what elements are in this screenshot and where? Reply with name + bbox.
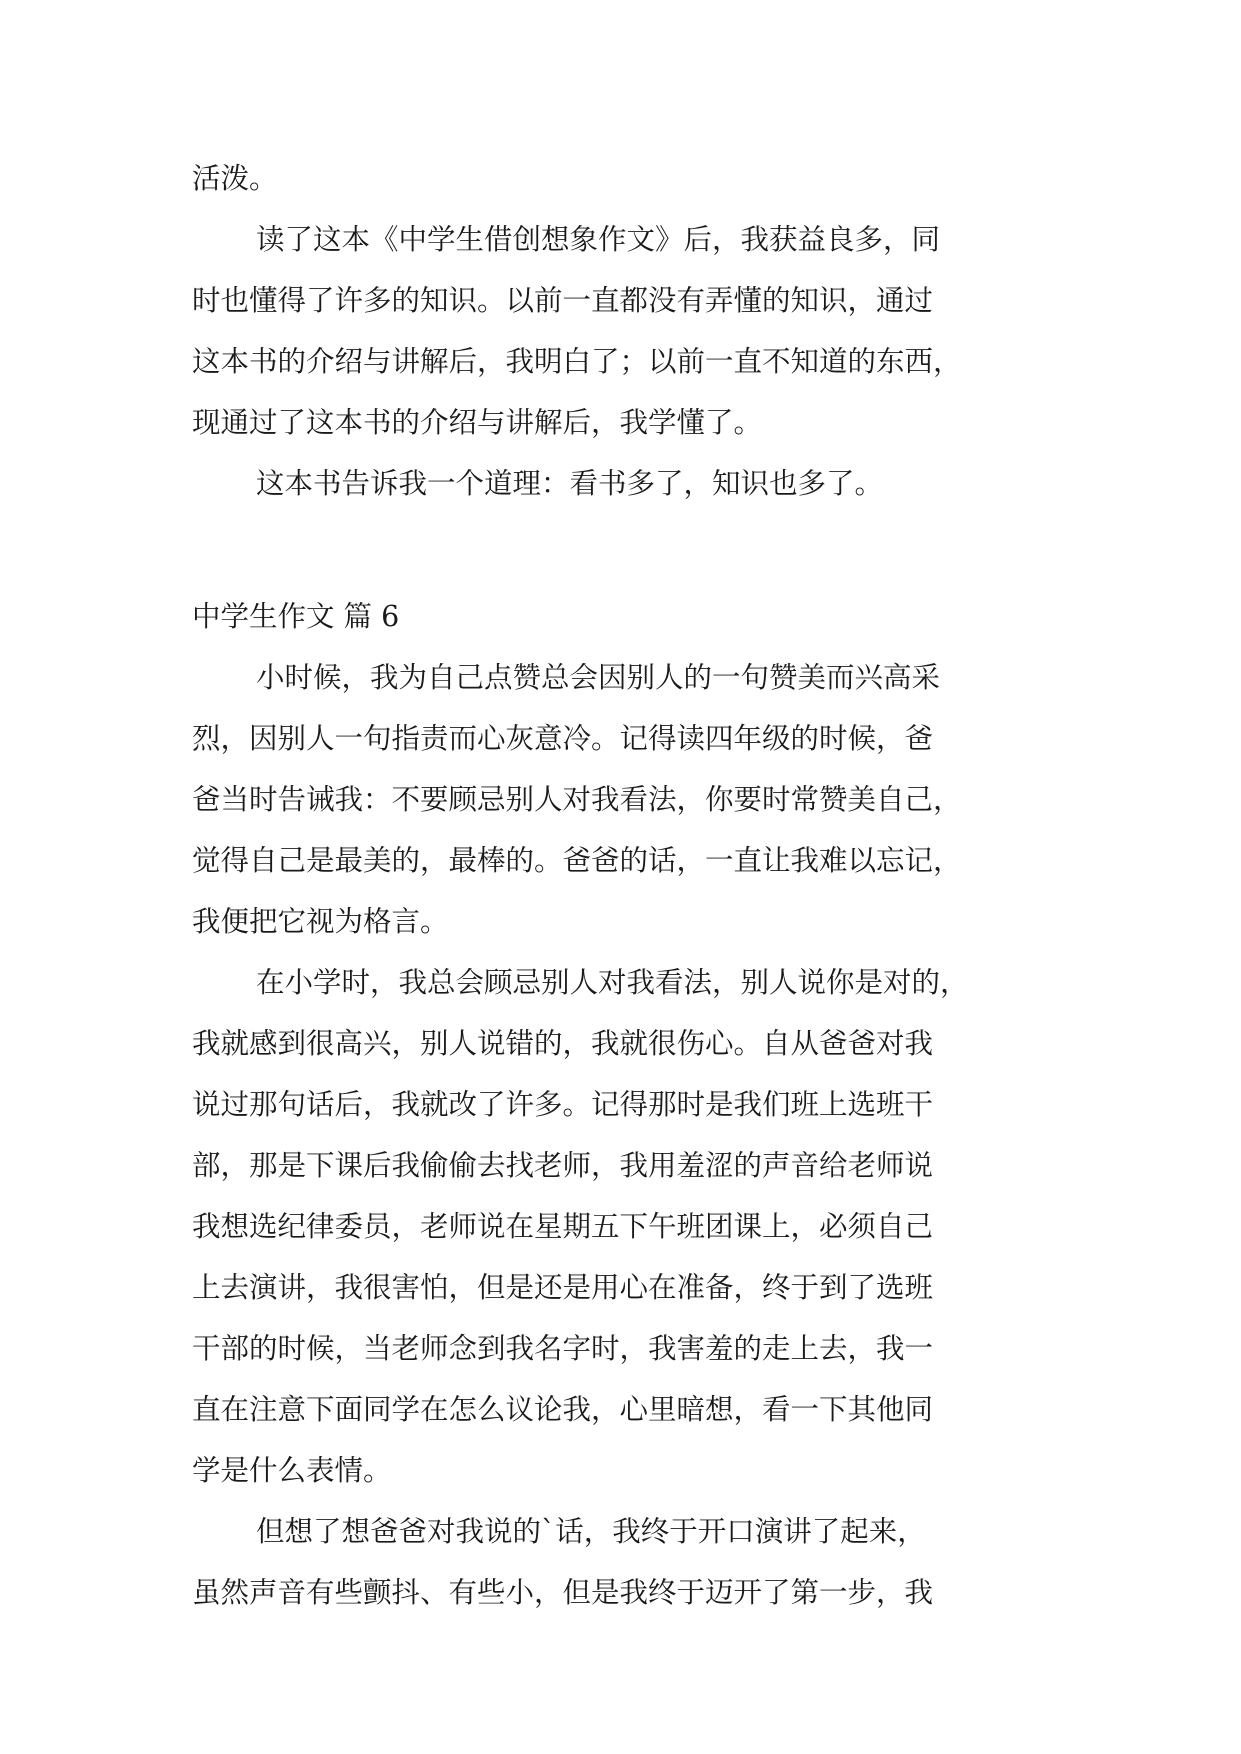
text-line: 觉得自己是最美的，最棒的。爸爸的话，一直让我难以忘记， — [192, 844, 962, 877]
section-gap — [192, 514, 1050, 586]
text-line: 说过那句话后，我就改了许多。记得那时是我们班上选班干 — [192, 1088, 934, 1121]
text-line: 但想了想爸爸对我说的`话，我终于开口演讲了起来， — [256, 1515, 926, 1548]
text-line: 部，那是下课后我偷偷去找老师，我用羞涩的声音给老师说 — [192, 1149, 934, 1182]
text-line: 我就感到很高兴，别人说错的，我就很伤心。自从爸爸对我 — [192, 1027, 934, 1060]
paragraph-intro-end — [192, 148, 1050, 209]
text-line: 读了这本《中学生借创想象作文》后，我获益良多，同 — [256, 223, 941, 256]
text-line: 小时候，我为自己点赞总会因别人的一句赞美而兴高采 — [256, 661, 941, 694]
text-line: 直在注意下面同学在怎么议论我，心里暗想，看一下其他同 — [192, 1393, 934, 1426]
text-line: 我便把它视为格言。 — [192, 905, 449, 938]
paragraph-3 — [192, 1501, 1050, 1623]
text-line: 学是什么表情。 — [192, 1454, 392, 1487]
document-page — [192, 148, 1050, 1623]
text-line: 活泼。 — [192, 162, 278, 195]
text-line: 上去演讲，我很害怕，但是还是用心在准备，终于到了选班 — [192, 1271, 934, 1304]
text-line: 干部的时候，当老师念到我名字时，我害羞的走上去，我一 — [192, 1332, 934, 1365]
text-line: 现通过了这本书的介绍与讲解后，我学懂了。 — [192, 406, 763, 439]
text-line: 这本书告诉我一个道理：看书多了，知识也多了。 — [256, 467, 884, 500]
section-title: 中学生作文 篇 6 — [192, 600, 400, 633]
text-line: 这本书的介绍与讲解后，我明白了；以前一直不知道的东西， — [192, 345, 962, 378]
text-line: 烈，因别人一句指责而心灰意冷。记得读四年级的时候，爸 — [192, 722, 934, 755]
text-line: 时也懂得了许多的知识。以前一直都没有弄懂的知识，通过 — [192, 284, 934, 317]
paragraph-1 — [192, 647, 1050, 952]
text-line: 虽然声音有些颤抖、有些小，但是我终于迈开了第一步，我 — [192, 1576, 934, 1609]
paragraph-lesson — [192, 453, 1050, 514]
text-line: 在小学时，我总会顾忌别人对我看法，别人说你是对的， — [256, 966, 969, 999]
text-line: 爸当时告诫我：不要顾忌别人对我看法，你要时常赞美自己， — [192, 783, 962, 816]
paragraph-read — [192, 209, 1050, 453]
text-line: 我想选纪律委员，老师说在星期五下午班团课上，必须自己 — [192, 1210, 934, 1243]
paragraph-2 — [192, 952, 1050, 1501]
